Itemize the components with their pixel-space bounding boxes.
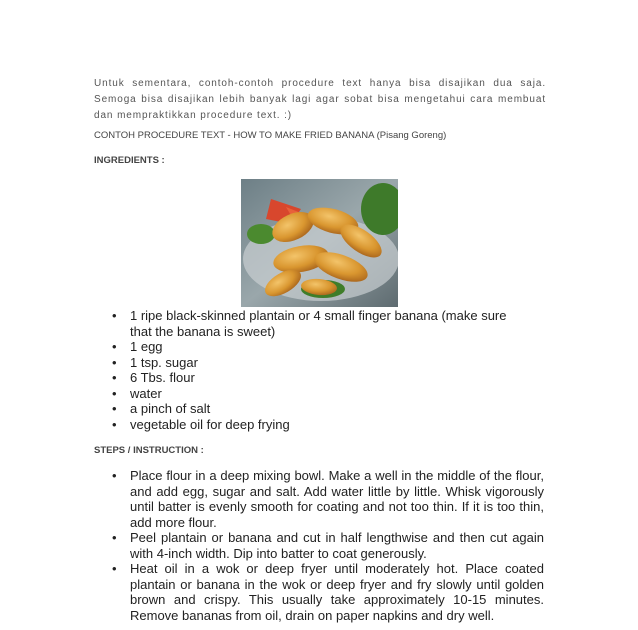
steps-heading: STEPS / INSTRUCTION :: [94, 445, 204, 456]
list-item: • 1 ripe black-skinned plantain or 4 small finger banana (make sure that the banana is sweet): [130, 308, 530, 339]
procedure-title: CONTOH PROCEDURE TEXT - HOW TO MAKE FRIED BANANA (Pisang Goreng): [94, 130, 447, 141]
list-item: • Place flour in a deep mixing bowl. Make a well in the middle of the flour, and add egg, sugar and salt. Add water little by little. Whisk vigorously until batter is evenly smooth for coating and not too thin. If it is too thin, add more flour.: [130, 468, 544, 530]
list-item: • Heat oil in a wok or deep fryer until moderately hot. Place coated plantain or banana in the wok or deep fryer and fry slowly until golden brown and crispy. This usually take approximately 10-15 minutes. Remove bananas from oil, drain on paper napkins and dry well.: [130, 561, 544, 623]
list-item: • 1 tsp. sugar: [130, 355, 530, 371]
list-item: • 1 egg: [130, 339, 530, 355]
list-item: • Peel plantain or banana and cut in half lengthwise and then cut again with 4-inch width. Dip into batter to coat generously.: [130, 530, 544, 561]
list-item: • 6 Tbs. flour: [130, 370, 530, 386]
intro-paragraph: Untuk sementara, contoh-contoh procedure text hanya bisa disajikan dua saja. Semoga bisa disajikan lebih banyak lagi agar sobat bisa mengetahui cara membuat dan mempraktikkan procedure text. :): [94, 78, 546, 121]
steps-list: [112, 468, 544, 623]
ingredients-list: [112, 308, 530, 432]
list-item: • vegetable oil for deep frying: [130, 417, 530, 433]
list-item: • a pinch of salt: [130, 401, 530, 417]
list-item: • water: [130, 386, 530, 402]
ingredients-heading: INGREDIENTS :: [94, 155, 165, 166]
fried-banana-photo: [241, 179, 398, 307]
